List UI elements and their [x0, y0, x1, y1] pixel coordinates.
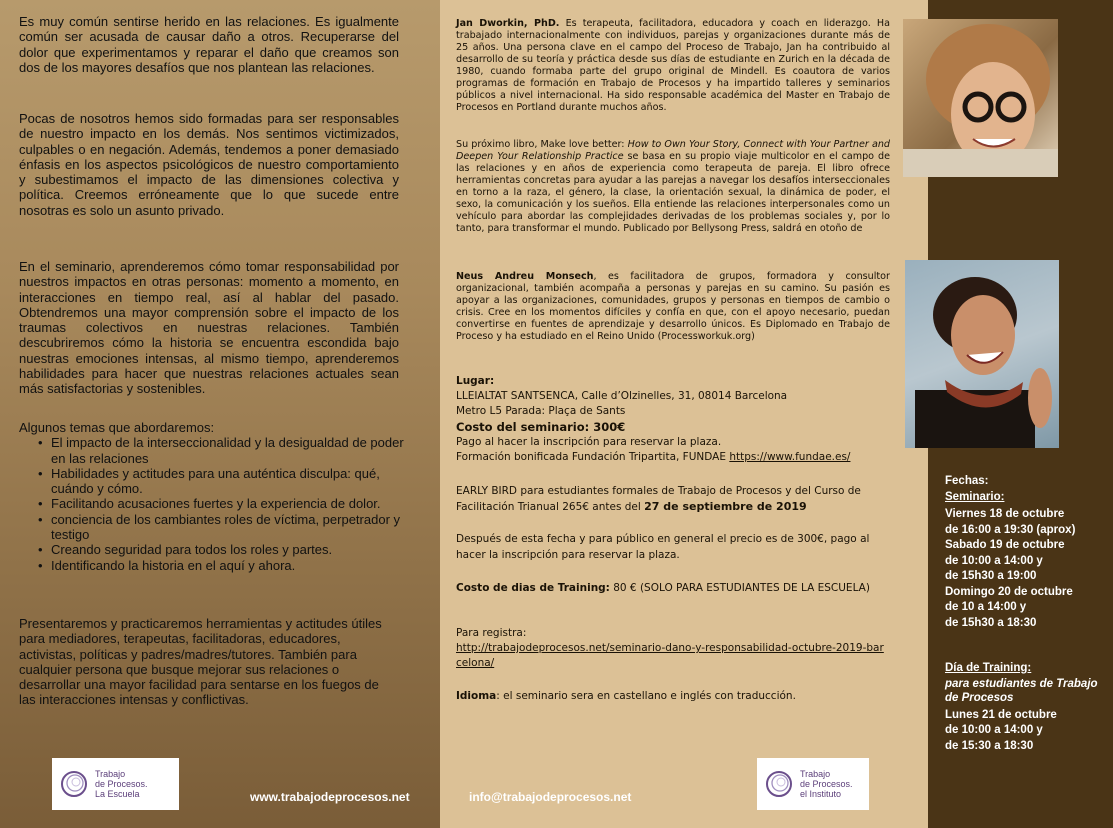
day3-time-afternoon: de 15h30 a 18:30 [945, 616, 1037, 629]
training-price-text: 80 € (SOLO PARA ESTUDIANTES DE LA ESCUELA) [609, 582, 870, 594]
day3-time-morning: de 10 a 14:00 y [945, 601, 1027, 613]
escuela-logo[interactable] [52, 758, 179, 810]
early-bird-paragraph [456, 483, 892, 515]
day4-time-morning: de 10:00 a 14:00 y [945, 724, 1043, 736]
topics-list [19, 420, 404, 573]
bio-neus [456, 271, 890, 343]
bio-neus-text: , es facilitadora de grupos, formadora y consultor organizacional, también acompaña a personas y parejas en su camino. Su pasión es apoyar a las organizaciones, comunidades, grupos y personas en tiempos de cambio o crisis. Cree en los momentos difíciles y confía en que, con el apoyo necesario, puedan convertirse en fuentes de aprendizaje y desarrollo únicos. Es Diplomado en Trabajo de Proceso y ha estudiado en el Reino Unido (Processworkuk.org) [456, 271, 890, 342]
venue-label: Lugar: [456, 375, 495, 387]
topic-item: • conciencia de los cambiantes roles de víctima, perpetrador y testigo [19, 512, 404, 543]
language-paragraph [456, 689, 892, 704]
early-bird-text: EARLY BIRD para estudiantes formales de Trabajo de Procesos y del Curso de Facilitación Trianual 265€ antes del [456, 485, 861, 513]
logo-line: La Escuela [95, 789, 140, 799]
registration-label: Para registra: [456, 627, 527, 639]
escuela-logo-text [95, 769, 148, 799]
dates-heading: Fechas: [945, 475, 989, 487]
logo-line: Trabajo [95, 769, 126, 779]
day2-time-afternoon: de 15h30 a 19:00 [945, 570, 1037, 582]
topics-intro: Algunos temas que abordaremos: [19, 420, 215, 435]
seminar-heading: Seminario: [945, 490, 1005, 503]
topic-item: • El impacto de la interseccionalidad y la desigualdad de poder en las relaciones [19, 435, 404, 466]
venue-address: LLEIALTAT SANTSENCA, Calle d’Olzinelles, 31, 08014 Barcelona [456, 390, 788, 402]
responsibility-paragraph: Pocas de nosotros hemos sido formadas para ser responsables de nuestro impacto en los demás. Nos sentimos victimizados, culpables o en negación. Además, tendemos a poner demasiado énfasis en los aspectos psicológicos de nuestro comportamiento y subestimamos el impacto de las dimensiones colectiva y política. Creemos erróneamente que lo que sucede entre nosotras es solo un asunto privado. [19, 111, 399, 218]
website-link[interactable]: www.trabajodeprocesos.net [250, 790, 410, 804]
language-text: : el seminario sera en castellano e inglés con traducción. [496, 690, 796, 702]
day2-date: Sabado 19 de octubre [945, 539, 1065, 551]
venue-metro: Metro L5 Parada: Plaça de Sants [456, 405, 626, 417]
training-price-label: Costo de dias de Training: [456, 582, 610, 594]
price-note: Pago al hacer la inscripción para reservar la plaza. [456, 436, 722, 448]
price-label: Costo del seminario: 300€ [456, 420, 626, 434]
registration-block [456, 626, 892, 671]
seminar-paragraph: En el seminario, aprenderemos cómo tomar responsabilidad por nuestros impactos en otras personas: momento a momento, en interacciones en tiempo real, así al hablar del pasado. Obtendremos una mayor comprensión sobre el impacto de los traumas colectivos en nuestras relaciones. También descubriremos cómo la historia se encuentra escondida bajo nuestras emociones intensas, al mismo tiempo, aprenderemos habilidades para hacer que nuestras relaciones actuales sean más satisfactorias y sostenibles. [19, 259, 399, 397]
jan-dworkin-photo [903, 19, 1058, 177]
day2-time-morning: de 10:00 a 14:00 y [945, 554, 1043, 567]
instituto-logo[interactable] [757, 758, 869, 810]
day4-time-afternoon: de 15:30 a 18:30 [945, 739, 1034, 752]
fundae-link[interactable]: https://www.fundae.es/ [729, 451, 851, 463]
bio-jan-text: Es terapeuta, facilitadora, educadora y coach en liderazgo. Ha trabajado internacionalmente con individuos, parejas y organizaciones durante más de 25 años. Una persona clave en el campo del Proceso de Trabajo, Jan ha contribuido al desarrollo de su teoría y práctica desde sus días de estudiante en Zurich en la década de 1980, cuando formaba parte del grupo original de Mindell. Es coautora de varios programas de formación en Trabajo de Procesos y ha impartido talleres y seminarios públicos a nivel internacional. Ha sido responsable académica del Master en Trabajo de Procesos en Portland durante muchos años. [456, 18, 890, 113]
book-paragraph [456, 139, 890, 235]
logo-line: el Instituto [800, 789, 842, 799]
late-price-paragraph: Después de esta fecha y para público en general el precio es de 300€, pago al hacer la inscripción para reservar la plaza. [456, 533, 870, 561]
fundae-note: Formación bonificada Fundación Tripartita, FUNDAE [456, 451, 730, 463]
venue-block [456, 374, 892, 465]
training-audience: para estudiantes de Trabajo de Procesos [945, 677, 1098, 704]
day3-date: Domingo 20 de octubre [945, 585, 1073, 598]
registration-link[interactable]: http://trabajodeprocesos.net/seminario-dano-y-responsabilidad-octubre-2019-barcelona/ [456, 642, 884, 669]
bio-neus-name: Neus Andreu Monsech [456, 271, 594, 282]
topic-item: • Creando seguridad para todos los roles y partes. [19, 542, 404, 557]
bio-jan-name: Jan Dworkin, PhD. [456, 18, 560, 29]
logo-line: de Procesos. [800, 779, 853, 789]
day4-date: Lunes 21 de octubre [945, 708, 1057, 721]
training-heading: Día de Training: [945, 662, 1032, 674]
language-label: Idioma [456, 690, 497, 702]
training-block [945, 661, 1105, 754]
bio-jan [456, 18, 890, 114]
intro-paragraph: Es muy común sentirse herido en las relaciones. Es igualmente común ser acusada de causar daño a otros. Recuperarse del dolor que experimentamos y reparar el daño que creamos son dos de los mayores desafíos que nos plantean las relaciones. [19, 14, 399, 75]
topic-item: • Identificando la historia en el aquí y ahora. [19, 558, 404, 573]
book-description: se basa en su propio viaje multicolor en el campo de las relaciones y en años de experiencia como terapeuta de pareja. El libro ofrece herramientas concretas para ayudar a las parejas a navegar los desafíos interseccionales en torno a la raza, el género, la clase, la orientación sexual, la dinámica de poder, el sexo, la comunicación y los sueños. Ella entiende las relaciones interpersonales como un vehículo para abordar las complejidades derivadas de los problemas sociales y, por lo tanto, para transformar el mundo. Publicado por Bellysong Press, saldrá en otoño de [456, 151, 890, 234]
dates-block [945, 474, 1105, 631]
book-title: How to Own Your Story, Connect with Your Partner and Deepen Your Relationship Practice [456, 139, 890, 162]
audience-paragraph: Presentaremos y practicaremos herramientas y actitudes útiles para mediadores, terapeutas, facilitadoras, educadores, activistas, políticas y padres/madres/tutores. También para cualquier persona que busque mejorar sus relaciones o desarrollar una mayor facilidad para sentarse en los fuegos de las interacciones intensas y conflictivas. [19, 616, 382, 708]
training-price-paragraph [456, 580, 892, 596]
day1-date: Viernes 18 de octubre [945, 508, 1065, 520]
topic-item: • Habilidades y actitudes para una auténtica disculpa: qué, cuándo y cómo. [19, 466, 404, 497]
process-work-ring-icon [764, 769, 794, 799]
day1-time: de 16:00 a 19:30 (aprox) [945, 523, 1076, 536]
process-work-ring-icon [59, 769, 89, 799]
early-bird-date: 27 de septiembre de 2019 [644, 500, 807, 513]
instituto-logo-text [800, 769, 853, 799]
book-intro: Su próximo libro, Make love better: [456, 139, 628, 150]
topic-item: • Facilitando acusaciones fuertes y la experiencia de dolor. [19, 496, 404, 511]
logo-line: Trabajo [800, 769, 831, 779]
email-link[interactable]: info@trabajodeprocesos.net [469, 790, 632, 804]
neus-andreu-photo [905, 260, 1059, 448]
logo-line: de Procesos. [95, 779, 148, 789]
